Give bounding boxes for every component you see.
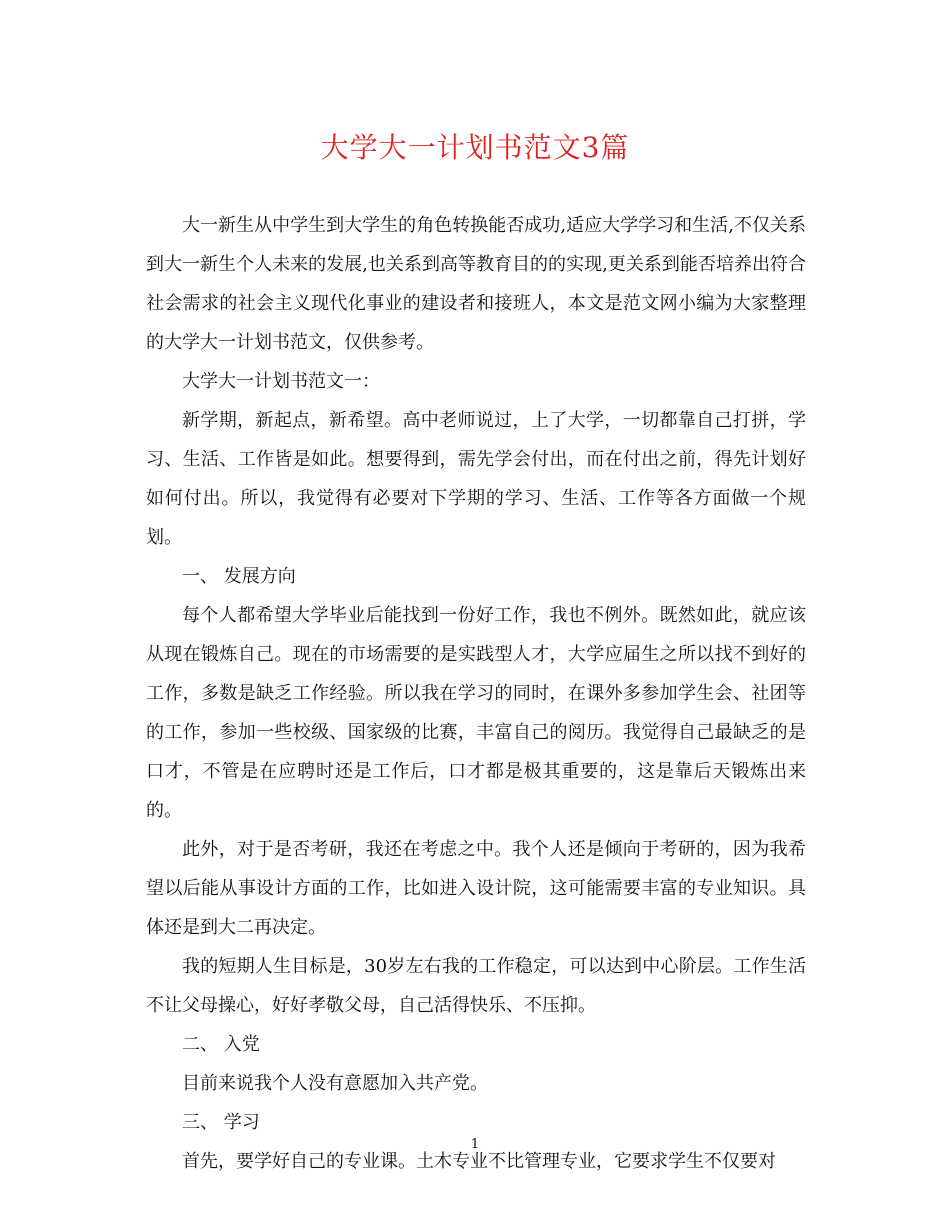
paragraph: 每个人都希望大学毕业后能找到一份好工作，我也不例外。既然如此，就应该从现在锻炼自己。现在的市场需要的是实践型人才，大学应届生之所以找不到好的工作，多数是缺乏工作经验。所以我在学习的同时，在课外多参加学生会、社团等的工作，参加一些校级、国家级的比赛，丰富自己的阅历。我觉得自己最缺乏的是口才，不管是在应聘时还是工作后，口才都是极其重要的，这是靠后天锻炼出来的。 xyxy=(146,605,806,821)
document-title: 大学大一计划书范文3篇 xyxy=(320,131,630,164)
paragraph-intro: 大一新生从中学生到大学生的角色转换能否成功,适应大学学习和生活,不仅关系到大一新生个人未来的发展,也关系到高等教育目的的实现,更关系到能否培养出符合社会需求的社会主义现代化事业的建设者和接班人，本文是范文网小编为大家整理的大学大一计划书范文，仅供参考。 xyxy=(146,215,806,353)
page-number: 1 xyxy=(470,1137,480,1152)
heading-study: 三、 学习 xyxy=(182,1112,260,1133)
paragraph: 首先，要学好自己的专业课。土木专业不比管理专业，它要求学生不仅要对 xyxy=(182,1151,776,1172)
paragraph: 我的短期人生目标是，30岁左右我的工作稳定，可以达到中心阶层。工作生活不让父母操心，好好孝敬父母，自己活得快乐、不压抑。 xyxy=(146,956,806,1016)
document-body xyxy=(146,206,806,1181)
heading-join-party: 二、 入党 xyxy=(182,1034,260,1055)
paragraph: 目前来说我个人没有意愿加入共产党。 xyxy=(182,1073,488,1094)
paragraph: 新学期，新起点，新希望。高中老师说过，上了大学，一切都靠自己打拼，学习、生活、工作皆是如此。想要得到，需先学会付出，而在付出之前，得先计划好如何付出。所以，我觉得有必要对下学期的学习、生活、工作等各方面做一个规划。 xyxy=(146,410,806,548)
heading-development-direction: 一、 发展方向 xyxy=(182,566,296,587)
paragraph: 此外，对于是否考研，我还在考虑之中。我个人还是倾向于考研的，因为我希望以后能从事设计方面的工作，比如进入设计院，这可能需要丰富的专业知识。具体还是到大二再决定。 xyxy=(146,839,806,938)
paragraph-section-heading: 大学大一计划书范文一： xyxy=(182,371,380,392)
